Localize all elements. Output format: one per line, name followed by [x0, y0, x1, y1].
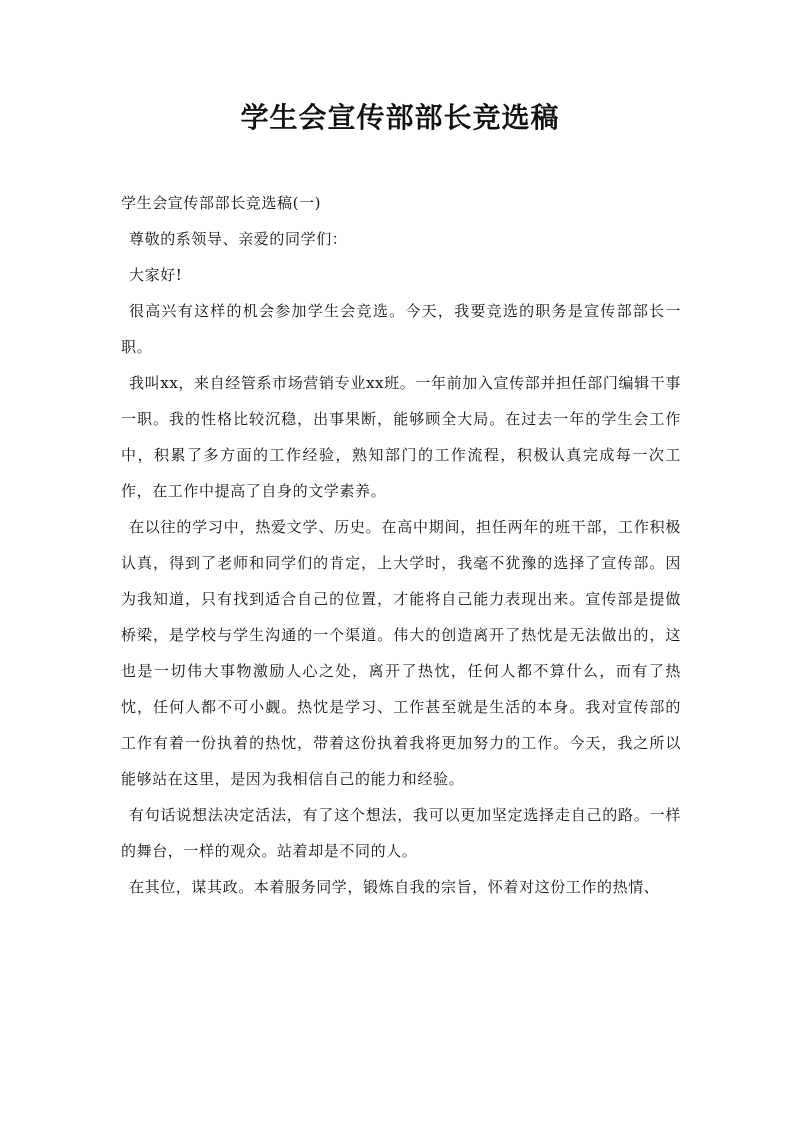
document-title: 学生会宣传部部长竞选稿 — [240, 101, 560, 134]
document-body — [121, 185, 681, 905]
paragraph-motto: 有句话说想法决定活法，有了这个想法，我可以更加坚定选择走自己的路。一样的舞台，一样的观众。站着却是不同的人。 — [121, 806, 681, 860]
paragraph-self-introduction: 我叫xx，来自经管系市场营销专业xx班。一年前加入宣传部并担任部门编辑干事一职。我的性格比较沉稳，出事果断，能够顾全大局。在过去一年的学生会工作中，积累了多方面的工作经验，熟知部门的工作流程，积极认真完成每一次工作，在工作中提高了自身的文学素养。 — [121, 374, 681, 500]
paragraph-hello: 大家好! — [129, 266, 183, 284]
paragraph-greeting: 尊敬的系领导、亲爱的同学们： — [129, 230, 348, 248]
paragraph-intro: 很高兴有这样的机会参加学生会竞选。今天，我要竞选的职务是宣传部部长一职。 — [121, 302, 681, 356]
paragraph-experience: 在以往的学习中，热爱文学、历史。在高中期间，担任两年的班干部，工作积极认真，得到了老师和同学们的肯定，上大学时，我毫不犹豫的选择了宣传部。因为我知道，只有找到适合自己的位置，才能将自己能力表现出来。宣传部是提做桥梁，是学校与学生沟通的一个渠道。伟大的创造离开了热忱是无法做出的，这也是一切伟大事物激励人心之处，离开了热忱，任何人都不算什么，而有了热忱，任何人都不可小觑。热忱是学习、工作甚至就是生活的本身。我对宣传部的工作有着一份执着的热忱，带着这份执着我将更加努力的工作。今天，我之所以能够站在这里，是因为我相信自己的能力和经验。 — [121, 518, 681, 788]
paragraph-commitment: 在其位，谋其政。本着服务同学，锻炼自我的宗旨，怀着对这份工作的热情、 — [129, 878, 660, 896]
document-subtitle: 学生会宣传部部长竞选稿(一) — [121, 194, 322, 212]
